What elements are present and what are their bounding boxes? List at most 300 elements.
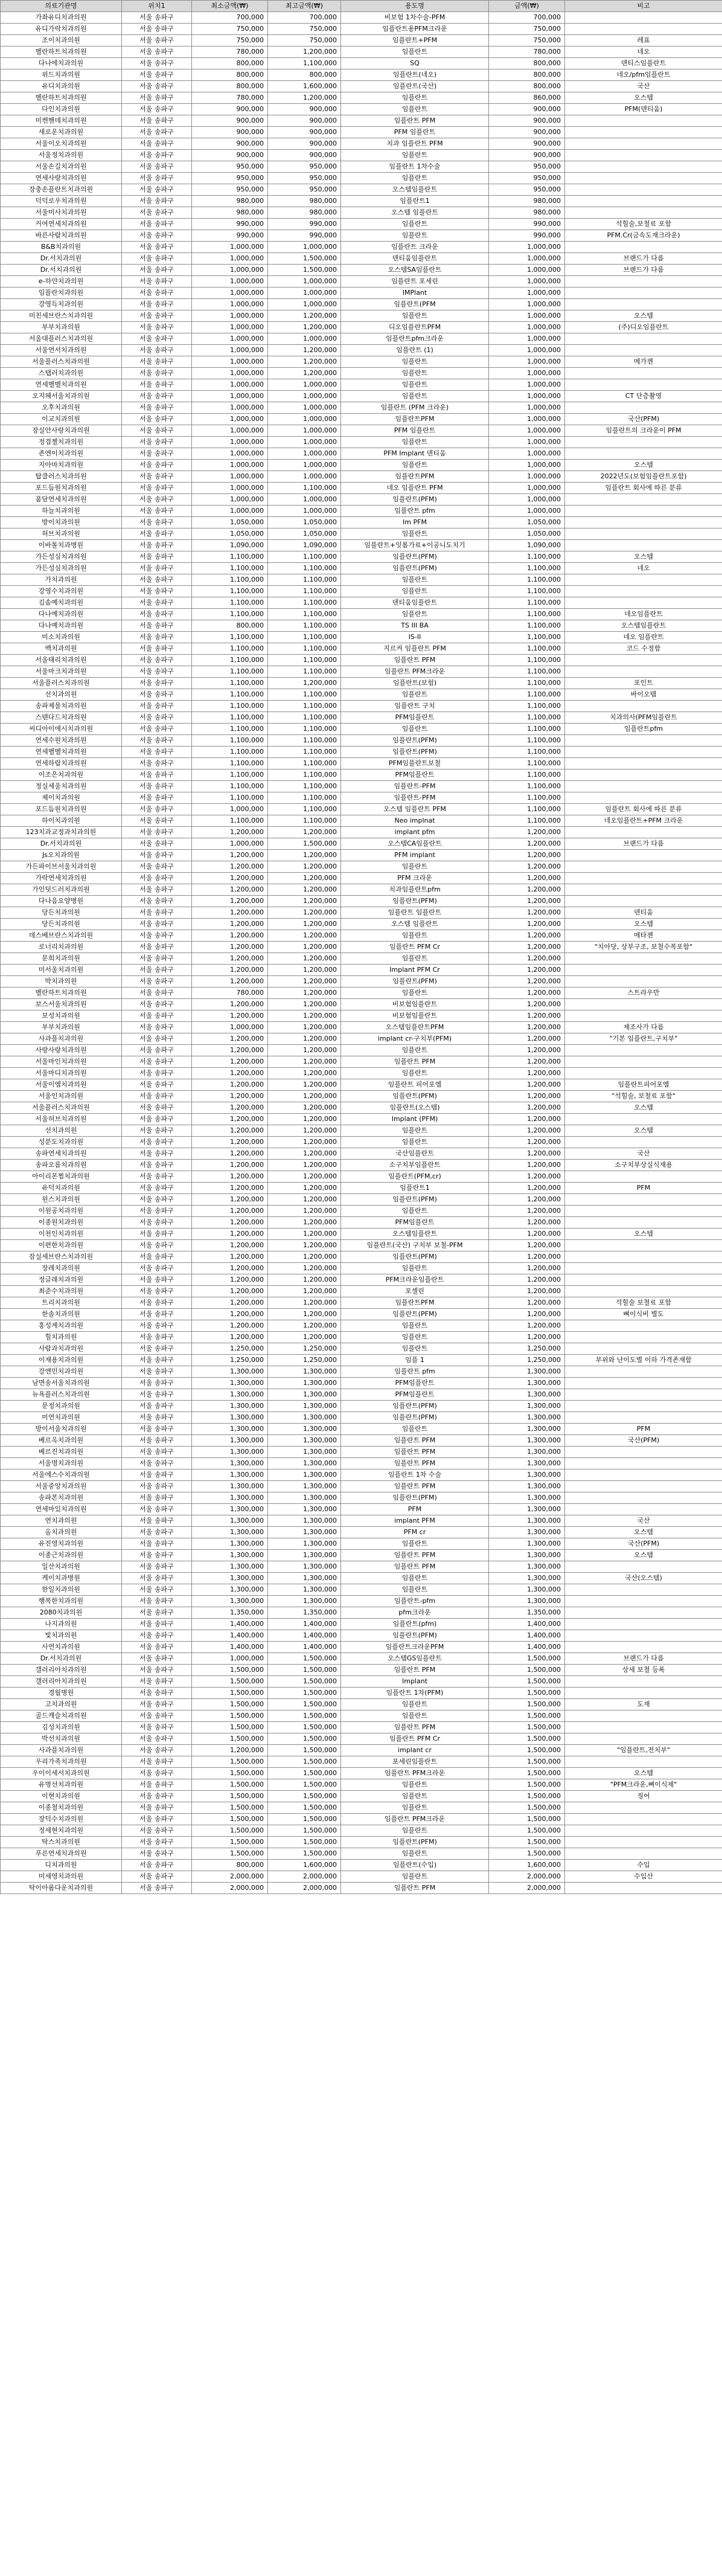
cell-min-price[interactable]: 750,000 (192, 35, 268, 47)
cell-usage[interactable]: 임플란트(PFM) (341, 563, 489, 574)
cell-price[interactable]: 1,300,000 (489, 1584, 565, 1596)
cell-region[interactable]: 서울 송파구 (122, 528, 192, 540)
cell-clinic-name[interactable]: 가치과의원 (1, 574, 122, 586)
cell-clinic-name[interactable]: 서울이엠치과의원 (1, 1079, 122, 1091)
cell-region[interactable]: 서울 송파구 (122, 999, 192, 1010)
cell-usage[interactable]: 포셀린 (341, 1286, 489, 1297)
cell-max-price[interactable]: 1,100,000 (268, 597, 341, 609)
cell-clinic-name[interactable]: 데스베브란스치과의원 (1, 930, 122, 942)
cell-note[interactable] (565, 1171, 722, 1183)
cell-region[interactable]: 서울 송파구 (122, 356, 192, 368)
cell-clinic-name[interactable]: 이종원치과의원 (1, 1217, 122, 1229)
cell-min-price[interactable]: 1,200,000 (192, 953, 268, 965)
cell-note[interactable]: 징어 (565, 1791, 722, 1802)
cell-clinic-name[interactable]: 유명선치과의원 (1, 1779, 122, 1791)
cell-max-price[interactable]: 1,000,000 (268, 379, 341, 391)
cell-price[interactable]: 1,100,000 (489, 666, 565, 678)
cell-region[interactable]: 서울 송파구 (122, 391, 192, 402)
cell-price[interactable]: 1,100,000 (489, 701, 565, 712)
cell-min-price[interactable]: 1,500,000 (192, 1733, 268, 1745)
cell-price[interactable]: 1,200,000 (489, 1217, 565, 1229)
cell-clinic-name[interactable]: 미서울치과의원 (1, 965, 122, 976)
cell-price[interactable]: 1,300,000 (489, 1401, 565, 1412)
cell-note[interactable] (565, 1607, 722, 1619)
cell-usage[interactable]: Im PFM (341, 517, 489, 528)
cell-min-price[interactable]: 1,200,000 (192, 1194, 268, 1206)
cell-usage[interactable]: 임플란트 (341, 1871, 489, 1883)
cell-min-price[interactable]: 1,090,000 (192, 540, 268, 551)
cell-price[interactable]: 990,000 (489, 219, 565, 230)
cell-price[interactable]: 1,000,000 (489, 310, 565, 322)
cell-price[interactable]: 1,300,000 (489, 1412, 565, 1424)
cell-min-price[interactable]: 1,200,000 (192, 1309, 268, 1320)
cell-clinic-name[interactable]: 나지과의원 (1, 1619, 122, 1630)
cell-max-price[interactable]: 1,090,000 (268, 540, 341, 551)
cell-min-price[interactable]: 1,200,000 (192, 1114, 268, 1125)
cell-note[interactable] (565, 528, 722, 540)
cell-note[interactable] (565, 1401, 722, 1412)
cell-note[interactable] (565, 1412, 722, 1424)
cell-min-price[interactable]: 1,300,000 (192, 1389, 268, 1401)
cell-clinic-name[interactable]: 뉴욕플러스치과의원 (1, 1389, 122, 1401)
cell-clinic-name[interactable]: 위드치과의원 (1, 69, 122, 81)
cell-price[interactable]: 1,050,000 (489, 517, 565, 528)
cell-note[interactable] (565, 1561, 722, 1573)
cell-region[interactable]: 서울 송파구 (122, 655, 192, 666)
cell-note[interactable] (565, 1045, 722, 1056)
cell-price[interactable]: 1,100,000 (489, 551, 565, 563)
cell-note[interactable] (565, 1056, 722, 1068)
cell-region[interactable]: 서울 송파구 (122, 1148, 192, 1160)
cell-max-price[interactable]: 1,200,000 (268, 1263, 341, 1274)
cell-usage[interactable]: 임플란트 (341, 1710, 489, 1722)
cell-max-price[interactable]: 1,200,000 (268, 345, 341, 356)
cell-max-price[interactable]: 1,300,000 (268, 1550, 341, 1561)
header-cell-max-price[interactable]: 최고금액(₩) (268, 1, 341, 12)
cell-min-price[interactable]: 1,000,000 (192, 345, 268, 356)
cell-note[interactable] (565, 506, 722, 517)
cell-usage[interactable]: 임플란트 (341, 379, 489, 391)
cell-price[interactable]: 1,000,000 (489, 333, 565, 345)
cell-min-price[interactable]: 1,300,000 (192, 1561, 268, 1573)
cell-usage[interactable]: 임플란트 (341, 310, 489, 322)
cell-price[interactable]: 1,500,000 (489, 1745, 565, 1756)
cell-note[interactable]: 국산(PFM) (565, 1538, 722, 1550)
cell-note[interactable]: 국산 (565, 81, 722, 92)
cell-clinic-name[interactable]: 이바톨치과병원 (1, 540, 122, 551)
cell-usage[interactable]: 임플란트 포세린 (341, 276, 489, 287)
cell-usage[interactable]: SQ (341, 58, 489, 69)
cell-min-price[interactable]: 1,100,000 (192, 701, 268, 712)
cell-max-price[interactable]: 1,000,000 (268, 402, 341, 414)
cell-usage[interactable]: PFM임플란트보철 (341, 758, 489, 769)
cell-price[interactable]: 1,200,000 (489, 896, 565, 907)
cell-region[interactable]: 서울 송파구 (122, 1320, 192, 1332)
cell-region[interactable]: 서울 송파구 (122, 207, 192, 219)
cell-usage[interactable]: 임플란트 (PFM 크라운) (341, 402, 489, 414)
cell-max-price[interactable]: 1,500,000 (268, 1802, 341, 1814)
cell-usage[interactable]: 임플란트 (341, 1779, 489, 1791)
cell-note[interactable]: 네오 임플란트 (565, 632, 722, 643)
cell-min-price[interactable]: 2,000,000 (192, 1871, 268, 1883)
cell-region[interactable]: 서울 송파구 (122, 1814, 192, 1825)
cell-price[interactable]: 950,000 (489, 184, 565, 196)
cell-clinic-name[interactable]: Js오치과의원 (1, 850, 122, 861)
cell-usage[interactable]: 임플란트 (341, 724, 489, 735)
cell-region[interactable]: 서울 송파구 (122, 1332, 192, 1343)
cell-region[interactable]: 서울 송파구 (122, 827, 192, 838)
cell-max-price[interactable]: 1,100,000 (268, 609, 341, 620)
cell-clinic-name[interactable]: 우리가족치과의원 (1, 1756, 122, 1768)
cell-region[interactable]: 서울 송파구 (122, 1883, 192, 1894)
cell-clinic-name[interactable]: 조이치과의원 (1, 35, 122, 47)
cell-min-price[interactable]: 1,200,000 (192, 1010, 268, 1022)
cell-note[interactable]: 수입 (565, 1860, 722, 1871)
cell-max-price[interactable]: 900,000 (268, 150, 341, 161)
cell-clinic-name[interactable]: 연세벨벨치과의원 (1, 747, 122, 758)
cell-region[interactable]: 서울 송파구 (122, 276, 192, 287)
cell-price[interactable]: 1,050,000 (489, 528, 565, 540)
cell-clinic-name[interactable]: 사과플치과의원 (1, 1033, 122, 1045)
cell-max-price[interactable]: 1,500,000 (268, 1779, 341, 1791)
cell-note[interactable]: 수입산 (565, 1871, 722, 1883)
cell-note[interactable]: 바이오템 (565, 689, 722, 701)
cell-clinic-name[interactable]: 이조은치과의원 (1, 769, 122, 781)
cell-clinic-name[interactable]: 포드듬원치과의원 (1, 483, 122, 494)
cell-region[interactable]: 서울 송파구 (122, 1837, 192, 1848)
cell-max-price[interactable]: 1,500,000 (268, 1733, 341, 1745)
cell-clinic-name[interactable]: 미켄핸데치과의원 (1, 115, 122, 127)
cell-min-price[interactable]: 1,100,000 (192, 792, 268, 804)
cell-note[interactable] (565, 402, 722, 414)
cell-note[interactable]: 석힐술 보철료 포함 (565, 1297, 722, 1309)
cell-usage[interactable]: 임플란트 PFM (341, 1447, 489, 1458)
cell-price[interactable]: 1,500,000 (489, 1802, 565, 1814)
cell-min-price[interactable]: 1,000,000 (192, 425, 268, 437)
cell-region[interactable]: 서울 송파구 (122, 506, 192, 517)
cell-clinic-name[interactable]: 커여연세치과의원 (1, 219, 122, 230)
cell-price[interactable]: 1,200,000 (489, 1297, 565, 1309)
cell-region[interactable]: 서울 송파구 (122, 1768, 192, 1779)
cell-price[interactable]: 1,200,000 (489, 965, 565, 976)
cell-clinic-name[interactable]: 베르진치과의원 (1, 1447, 122, 1458)
cell-price[interactable]: 1,500,000 (489, 1665, 565, 1676)
cell-note[interactable]: 임플란트pfm (565, 724, 722, 735)
cell-max-price[interactable]: 1,200,000 (268, 1229, 341, 1240)
cell-max-price[interactable]: 1,200,000 (268, 873, 341, 884)
cell-price[interactable]: 1,250,000 (489, 1343, 565, 1355)
cell-note[interactable] (565, 207, 722, 219)
cell-max-price[interactable]: 1,200,000 (268, 1114, 341, 1125)
cell-region[interactable]: 서울 송파구 (122, 1068, 192, 1079)
cell-clinic-name[interactable]: 올치과의원 (1, 1527, 122, 1538)
cell-usage[interactable]: 임플란트 (341, 460, 489, 471)
cell-clinic-name[interactable]: 박치과의원 (1, 976, 122, 988)
cell-usage[interactable]: 임플란트(국산) 구치부 보철-PFM (341, 1240, 489, 1251)
cell-region[interactable]: 서울 송파구 (122, 747, 192, 758)
cell-region[interactable]: 서울 송파구 (122, 437, 192, 448)
cell-price[interactable]: 1,100,000 (489, 712, 565, 724)
cell-note[interactable] (565, 540, 722, 551)
cell-max-price[interactable]: 1,200,000 (268, 988, 341, 999)
cell-region[interactable]: 서울 송파구 (122, 1251, 192, 1263)
cell-min-price[interactable]: 1,050,000 (192, 517, 268, 528)
cell-price[interactable]: 1,300,000 (489, 1424, 565, 1435)
cell-min-price[interactable]: 1,100,000 (192, 758, 268, 769)
cell-usage[interactable]: 임플란트 (341, 92, 489, 104)
cell-min-price[interactable]: 1,200,000 (192, 1286, 268, 1297)
cell-usage[interactable]: 임플란트 (341, 861, 489, 873)
cell-price[interactable]: 1,400,000 (489, 1642, 565, 1653)
cell-region[interactable]: 서울 송파구 (122, 735, 192, 747)
cell-usage[interactable]: 임플란트PFM (341, 471, 489, 483)
cell-clinic-name[interactable]: 아이리몬찜치과의원 (1, 1171, 122, 1183)
cell-max-price[interactable]: 1,100,000 (268, 586, 341, 597)
header-cell-usage[interactable]: 용도명 (341, 1, 489, 12)
cell-note[interactable] (565, 1458, 722, 1469)
cell-price[interactable]: 1,200,000 (489, 1045, 565, 1056)
cell-region[interactable]: 서울 송파구 (122, 115, 192, 127)
cell-note[interactable] (565, 1389, 722, 1401)
cell-min-price[interactable]: 1,100,000 (192, 643, 268, 655)
cell-clinic-name[interactable]: 연세사랑치과의원 (1, 173, 122, 184)
cell-price[interactable]: 1,000,000 (489, 437, 565, 448)
cell-max-price[interactable]: 950,000 (268, 161, 341, 173)
cell-max-price[interactable]: 1,200,000 (268, 907, 341, 919)
cell-region[interactable]: 서울 송파구 (122, 1263, 192, 1274)
cell-min-price[interactable]: 1,200,000 (192, 1160, 268, 1171)
cell-clinic-name[interactable]: 유진영치과의원 (1, 1538, 122, 1550)
cell-note[interactable] (565, 1642, 722, 1653)
cell-max-price[interactable]: 1,100,000 (268, 632, 341, 643)
cell-max-price[interactable]: 1,100,000 (268, 701, 341, 712)
cell-usage[interactable]: 임플란트 (341, 1699, 489, 1710)
cell-usage[interactable]: 임플란트-PFM (341, 792, 489, 804)
cell-region[interactable]: 서울 송파구 (122, 781, 192, 792)
cell-min-price[interactable]: 1,200,000 (192, 1137, 268, 1148)
cell-price[interactable]: 1,300,000 (489, 1538, 565, 1550)
cell-note[interactable] (565, 1217, 722, 1229)
cell-usage[interactable]: 임플란트 1차수술 (341, 161, 489, 173)
cell-max-price[interactable]: 1,200,000 (268, 1183, 341, 1194)
cell-region[interactable]: 서울 송파구 (122, 1642, 192, 1653)
cell-max-price[interactable]: 1,100,000 (268, 689, 341, 701)
cell-max-price[interactable]: 1,100,000 (268, 666, 341, 678)
cell-min-price[interactable]: 1,000,000 (192, 1022, 268, 1033)
cell-usage[interactable]: 임플란트 1차(PFM) (341, 1688, 489, 1699)
cell-max-price[interactable]: 1,200,000 (268, 322, 341, 333)
cell-note[interactable] (565, 12, 722, 24)
cell-price[interactable]: 980,000 (489, 196, 565, 207)
cell-region[interactable]: 서울 송파구 (122, 1125, 192, 1137)
cell-max-price[interactable]: 1,100,000 (268, 655, 341, 666)
cell-max-price[interactable]: 1,500,000 (268, 1665, 341, 1676)
cell-price[interactable]: 1,200,000 (489, 1160, 565, 1171)
cell-clinic-name[interactable]: 포드듬원치과의원 (1, 804, 122, 815)
cell-usage[interactable]: implant PFM (341, 1515, 489, 1527)
cell-min-price[interactable]: 1,200,000 (192, 884, 268, 896)
cell-clinic-name[interactable]: 정글래치과의원 (1, 1274, 122, 1286)
cell-note[interactable] (565, 1848, 722, 1860)
cell-usage[interactable]: 임플란트 임플란트 (341, 907, 489, 919)
cell-price[interactable]: 1,100,000 (489, 574, 565, 586)
cell-clinic-name[interactable]: 최준수치과의원 (1, 1286, 122, 1297)
cell-note[interactable]: 치과의사(PFM임플란트 (565, 712, 722, 724)
cell-max-price[interactable]: 1,200,000 (268, 1274, 341, 1286)
cell-note[interactable]: PFM(덴티움) (565, 104, 722, 115)
cell-region[interactable]: 서울 송파구 (122, 1286, 192, 1297)
cell-max-price[interactable]: 1,100,000 (268, 724, 341, 735)
cell-clinic-name[interactable]: 서울마디치과의원 (1, 1068, 122, 1079)
cell-min-price[interactable]: 1,300,000 (192, 1435, 268, 1447)
cell-clinic-name[interactable]: 서울플러스치과의원 (1, 356, 122, 368)
cell-min-price[interactable]: 780,000 (192, 47, 268, 58)
cell-max-price[interactable]: 1,200,000 (268, 1033, 341, 1045)
cell-min-price[interactable]: 1,000,000 (192, 402, 268, 414)
cell-price[interactable]: 900,000 (489, 150, 565, 161)
cell-note[interactable]: 국산 (565, 1515, 722, 1527)
cell-min-price[interactable]: 1,250,000 (192, 1355, 268, 1366)
cell-clinic-name[interactable]: 다나예치과의원 (1, 620, 122, 632)
cell-max-price[interactable]: 1,200,000 (268, 1194, 341, 1206)
cell-max-price[interactable]: 1,300,000 (268, 1458, 341, 1469)
cell-note[interactable] (565, 1492, 722, 1504)
cell-usage[interactable]: 임플란트 (341, 150, 489, 161)
cell-max-price[interactable]: 1,200,000 (268, 678, 341, 689)
cell-min-price[interactable]: 1,000,000 (192, 506, 268, 517)
cell-min-price[interactable]: 1,000,000 (192, 838, 268, 850)
cell-min-price[interactable]: 1,500,000 (192, 1825, 268, 1837)
cell-price[interactable]: 1,500,000 (489, 1722, 565, 1733)
cell-usage[interactable]: 임플란트(PFM) (341, 1091, 489, 1102)
cell-region[interactable]: 서울 송파구 (122, 173, 192, 184)
cell-min-price[interactable]: 1,500,000 (192, 1756, 268, 1768)
cell-region[interactable]: 서울 송파구 (122, 632, 192, 643)
cell-clinic-name[interactable]: 서울플러스치과의원 (1, 678, 122, 689)
cell-usage[interactable]: 오스템임플란트 (341, 184, 489, 196)
cell-region[interactable]: 서울 송파구 (122, 1733, 192, 1745)
cell-price[interactable]: 1,300,000 (489, 1596, 565, 1607)
cell-clinic-name[interactable]: 송파본치과의원 (1, 1492, 122, 1504)
cell-note[interactable]: 메타젠 (565, 930, 722, 942)
cell-max-price[interactable]: 1,100,000 (268, 804, 341, 815)
cell-price[interactable]: 1,000,000 (489, 287, 565, 299)
cell-clinic-name[interactable]: 벨란하트치과의원 (1, 92, 122, 104)
cell-region[interactable]: 서울 송파구 (122, 265, 192, 276)
cell-clinic-name[interactable]: 서울마인치과의원 (1, 1056, 122, 1068)
cell-price[interactable]: 800,000 (489, 81, 565, 92)
cell-region[interactable]: 서울 송파구 (122, 1561, 192, 1573)
cell-usage[interactable]: PFM implant (341, 850, 489, 861)
cell-price[interactable]: 1,000,000 (489, 356, 565, 368)
cell-clinic-name[interactable]: B&B치과의원 (1, 242, 122, 253)
cell-clinic-name[interactable]: 당든치과의원 (1, 919, 122, 930)
cell-usage[interactable]: 임플란트 (341, 574, 489, 586)
cell-min-price[interactable]: 1,200,000 (192, 1033, 268, 1045)
cell-max-price[interactable]: 1,200,000 (268, 356, 341, 368)
cell-clinic-name[interactable]: 푸른연세치과의원 (1, 1848, 122, 1860)
cell-note[interactable]: 오스템 (565, 1125, 722, 1137)
cell-price[interactable]: 1,500,000 (489, 1825, 565, 1837)
cell-clinic-name[interactable]: 미소치과의원 (1, 632, 122, 643)
cell-region[interactable]: 서울 송파구 (122, 1297, 192, 1309)
cell-usage[interactable]: 임플란트용PFM크라운 (341, 24, 489, 35)
cell-usage[interactable]: 임플란트 (341, 1263, 489, 1274)
cell-price[interactable]: 1,200,000 (489, 884, 565, 896)
cell-clinic-name[interactable]: 2080치과의원 (1, 1607, 122, 1619)
cell-region[interactable]: 서울 송파구 (122, 942, 192, 953)
cell-note[interactable] (565, 345, 722, 356)
cell-usage[interactable]: 임플란트-PFM (341, 781, 489, 792)
cell-max-price[interactable]: 750,000 (268, 24, 341, 35)
cell-usage[interactable]: 오스템SA임플란트 (341, 265, 489, 276)
cell-max-price[interactable]: 1,500,000 (268, 253, 341, 265)
cell-usage[interactable]: 임플란트(PFM) (341, 1309, 489, 1320)
cell-usage[interactable]: 포세린임플란트 (341, 1756, 489, 1768)
cell-max-price[interactable]: 1,200,000 (268, 1297, 341, 1309)
cell-clinic-name[interactable]: 힐치과의원 (1, 1332, 122, 1343)
cell-clinic-name[interactable]: 서울미사치과의원 (1, 207, 122, 219)
cell-min-price[interactable]: 1,000,000 (192, 448, 268, 460)
cell-max-price[interactable]: 1,200,000 (268, 1320, 341, 1332)
cell-usage[interactable]: implant cr (341, 1745, 489, 1756)
cell-note[interactable] (565, 437, 722, 448)
cell-min-price[interactable]: 1,200,000 (192, 907, 268, 919)
header-cell-note[interactable]: 비고 (565, 1, 722, 12)
cell-note[interactable] (565, 1137, 722, 1148)
cell-price[interactable]: 1,300,000 (489, 1435, 565, 1447)
cell-region[interactable]: 서울 송파구 (122, 1584, 192, 1596)
cell-max-price[interactable]: 1,300,000 (268, 1401, 341, 1412)
cell-min-price[interactable]: 1,500,000 (192, 1768, 268, 1779)
cell-note[interactable] (565, 586, 722, 597)
cell-note[interactable]: PFM (565, 1183, 722, 1194)
cell-min-price[interactable]: 900,000 (192, 150, 268, 161)
cell-clinic-name[interactable]: 가락연세치과의원 (1, 873, 122, 884)
cell-note[interactable] (565, 781, 722, 792)
cell-note[interactable] (565, 1630, 722, 1642)
cell-price[interactable]: 1,000,000 (489, 265, 565, 276)
cell-max-price[interactable]: 1,100,000 (268, 735, 341, 747)
cell-region[interactable]: 서울 송파구 (122, 1676, 192, 1688)
cell-usage[interactable]: 임플란트 (341, 219, 489, 230)
cell-usage[interactable]: implant pfm (341, 827, 489, 838)
cell-max-price[interactable]: 750,000 (268, 35, 341, 47)
cell-usage[interactable]: PFM임플란트 (341, 1217, 489, 1229)
cell-region[interactable]: 서울 송파구 (122, 1481, 192, 1492)
cell-max-price[interactable]: 1,300,000 (268, 1412, 341, 1424)
cell-min-price[interactable]: 1,200,000 (192, 861, 268, 873)
cell-max-price[interactable]: 1,300,000 (268, 1366, 341, 1378)
cell-min-price[interactable]: 1,000,000 (192, 242, 268, 253)
cell-clinic-name[interactable]: 연세하람치과의원 (1, 758, 122, 769)
cell-max-price[interactable]: 1,000,000 (268, 242, 341, 253)
cell-min-price[interactable]: 1,500,000 (192, 1837, 268, 1848)
cell-note[interactable]: 네오 (565, 563, 722, 574)
cell-min-price[interactable]: 1,300,000 (192, 1401, 268, 1412)
cell-usage[interactable]: 임플란트 PFM (341, 1481, 489, 1492)
cell-price[interactable]: 1,300,000 (489, 1469, 565, 1481)
cell-region[interactable]: 서울 송파구 (122, 1183, 192, 1194)
cell-max-price[interactable]: 1,300,000 (268, 1561, 341, 1573)
cell-min-price[interactable]: 1,200,000 (192, 930, 268, 942)
cell-clinic-name[interactable]: 한솔치과의원 (1, 1309, 122, 1320)
cell-region[interactable]: 서울 송파구 (122, 861, 192, 873)
cell-note[interactable] (565, 953, 722, 965)
cell-price[interactable]: 1,500,000 (489, 1768, 565, 1779)
cell-clinic-name[interactable]: 보성치과의원 (1, 1010, 122, 1022)
cell-usage[interactable]: 임플란트(PFM,cr) (341, 1171, 489, 1183)
